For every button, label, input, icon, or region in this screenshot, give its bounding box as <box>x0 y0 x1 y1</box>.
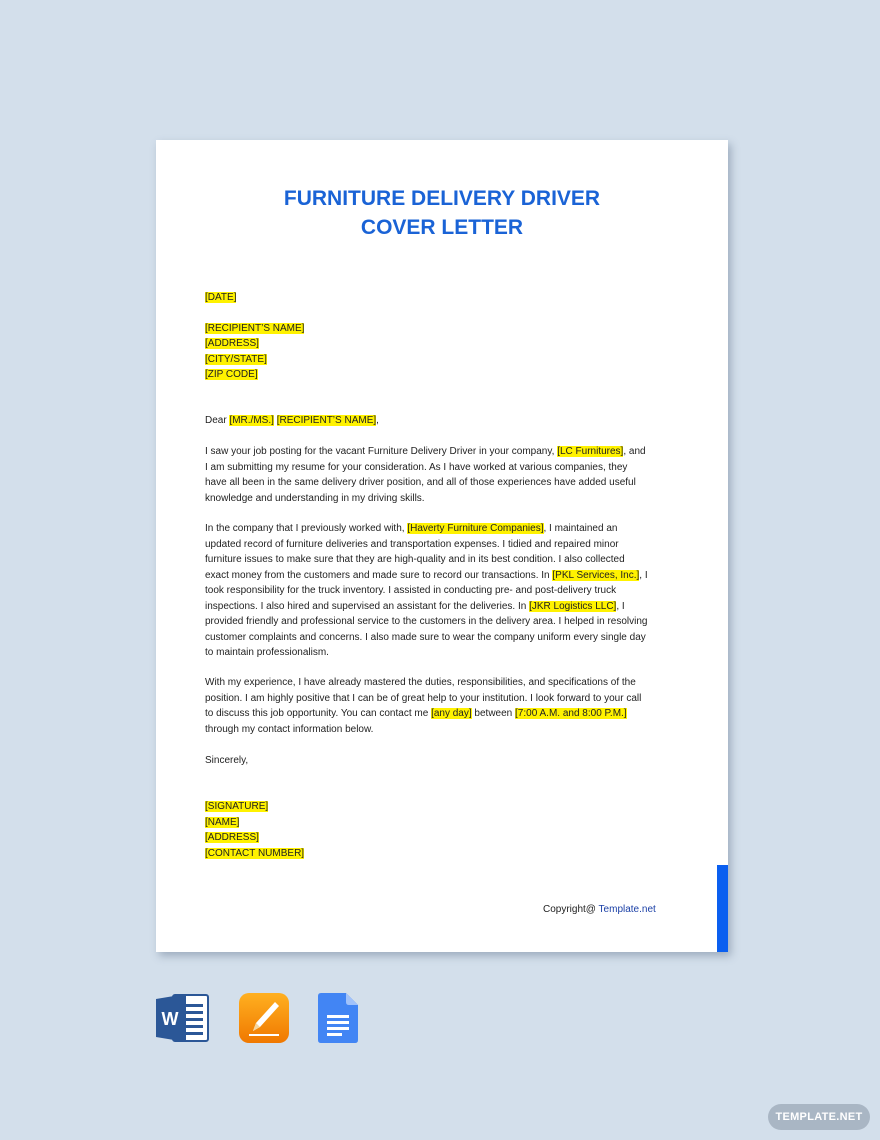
sender-address-placeholder: [ADDRESS] <box>205 832 259 843</box>
contact-number-placeholder: [CONTACT NUMBER] <box>205 847 305 859</box>
p2-line: took responsibility for the truck inventory. I assisted in conducting pre- and post-delivery truck <box>205 585 617 596</box>
jkr-logistics-placeholder: [JKR Logistics LLC] <box>529 600 617 612</box>
p3-text: between <box>471 708 516 719</box>
p2-line: updated record of furniture deliveries and transportation expenses. I tidied and repaired minor <box>205 538 619 550</box>
recipient-name-placeholder: [RECIPIENT’S NAME] <box>205 322 305 334</box>
template-net-watermark[interactable]: TEMPLATE.NET <box>768 1104 870 1130</box>
contact-time-placeholder: [7:00 A.M. and 8:00 P.M.] <box>515 708 627 719</box>
title-line-1: FURNITURE DELIVERY DRIVER <box>283 187 601 210</box>
name-placeholder: [NAME] <box>205 816 240 828</box>
paragraph-3 <box>205 675 665 737</box>
document-title <box>156 184 728 242</box>
p1-line: I am submitting my resume for your consideration. As I have worked at various companies, they <box>205 461 628 473</box>
salutation-name-placeholder: [RECIPIENT’S NAME] <box>276 415 377 426</box>
copyright-prefix: Copyright@ <box>543 904 599 915</box>
p3-line: With my experience, I have already mastered the duties, responsibilities, and specifications of the <box>205 677 636 688</box>
signature-block <box>205 799 665 861</box>
p3-line: through my contact information below. <box>205 723 374 735</box>
p3-text: to discuss this job opportunity. You can contact me <box>205 708 432 719</box>
p2-text: In the company that I previously worked with, <box>205 523 408 534</box>
p2-text: exact money from the customers and made sure to record our transactions. In <box>205 569 553 581</box>
document-page <box>156 140 728 952</box>
p2-text: , I <box>639 569 648 581</box>
company-placeholder: [LC Furnitures] <box>557 446 624 457</box>
p2-line: to maintain professionalism. <box>205 647 329 658</box>
p2-text: , I <box>616 600 625 612</box>
salutation-prefix: Dear <box>205 415 230 426</box>
zip-code-placeholder: [ZIP CODE] <box>205 369 258 380</box>
p1-text: , and <box>623 446 646 457</box>
p1-line: have all been in the same delivery driver position, and all of those experiences have added useful <box>205 477 636 488</box>
p1-line: knowledge and understanding in my driving skills. <box>205 492 425 504</box>
google-docs-icon[interactable] <box>318 993 358 1048</box>
date-placeholder: [DATE] <box>205 292 237 303</box>
p2-line: furniture issues to make sure that they are high-quality and in its best condition. I also collected <box>205 554 625 565</box>
p2-line: provided friendly and professional service to the customers in the delivery area. I helped in resolving <box>205 616 648 627</box>
p1-text: I saw your job posting for the vacant Furniture Delivery Driver in your company, <box>205 446 558 457</box>
salutation-suffix: , <box>376 415 379 426</box>
salutation <box>205 413 665 429</box>
svg-text:W: W <box>161 1009 179 1029</box>
closing-text: Sincerely, <box>205 755 249 766</box>
paragraph-2 <box>205 521 665 661</box>
pages-icon[interactable] <box>239 993 289 1048</box>
signature-placeholder: [SIGNATURE] <box>205 801 269 812</box>
previous-company-placeholder: [Haverty Furniture Companies] <box>407 523 544 534</box>
header-block <box>205 290 665 383</box>
title-line-2: COVER LETTER <box>360 216 524 239</box>
city-state-placeholder: [CITY/STATE] <box>205 353 267 365</box>
template-net-link[interactable]: Template.net <box>598 904 656 915</box>
p3-line: position. I am highly positive that I can be of great help to your institution. I look forward to your call <box>205 692 642 704</box>
closing <box>205 753 665 769</box>
p2-line: customer complaints and concerns. I also made sure to wear the company uniform every single day <box>205 631 646 643</box>
address-placeholder: [ADDRESS] <box>205 338 259 349</box>
accent-bar <box>717 865 728 952</box>
copyright-notice <box>543 904 656 915</box>
pkl-services-placeholder: [PKL Services, Inc.] <box>552 569 640 581</box>
paragraph-1 <box>205 444 665 506</box>
p2-text: inspections. I also hired and supervised an assistant for the deliveries. In <box>205 600 530 612</box>
word-icon[interactable] <box>156 993 210 1048</box>
salutation-title-placeholder: [MR./MS.] <box>229 415 274 426</box>
p2-text: , I maintained an <box>543 523 618 534</box>
contact-day-placeholder: [any day] <box>431 708 472 719</box>
